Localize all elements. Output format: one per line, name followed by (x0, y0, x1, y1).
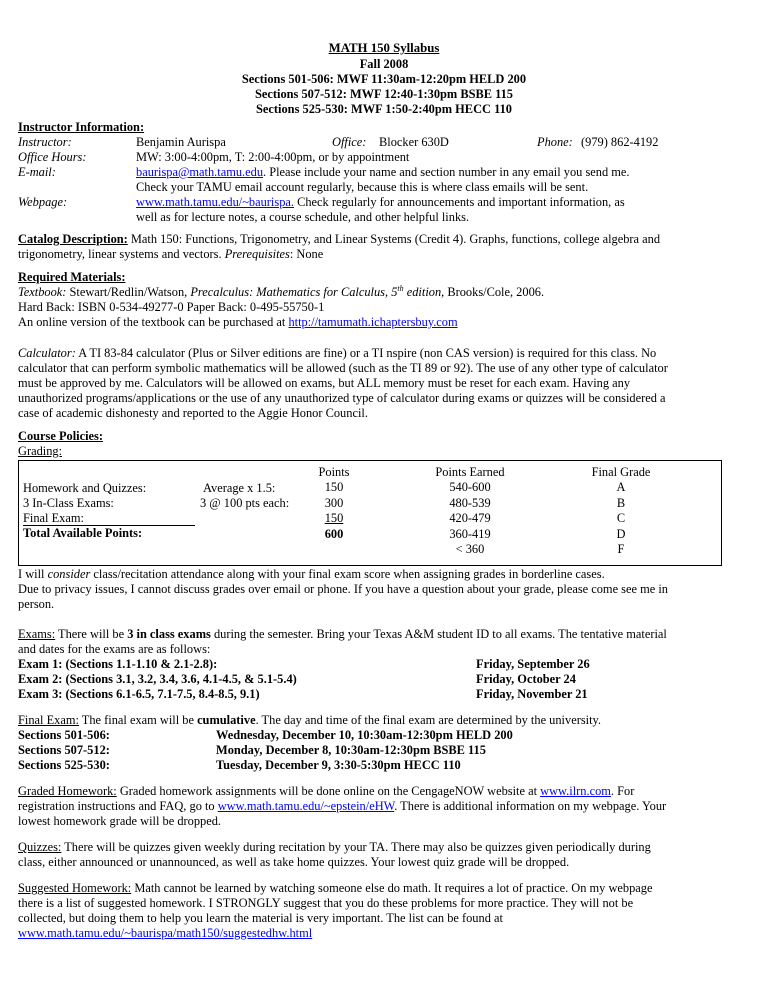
textbook-publisher: Brooks/Cole, 2006. (444, 285, 545, 299)
grade-item: Final Exam: (23, 511, 195, 526)
materials-heading: Required Materials: (18, 270, 126, 284)
graded-hw-text-3: registration instructions and FAQ, go to (18, 799, 218, 813)
suggested-hw-line-1 (18, 881, 653, 896)
privacy-line-2: person. (18, 597, 55, 611)
email-label: E-mail: (18, 165, 56, 179)
office-value: Blocker 630D (379, 135, 449, 149)
final-grade: C (616, 511, 626, 526)
phone-value: (979) 862-4192 (581, 135, 659, 149)
calculator-line-1 (18, 346, 656, 361)
grading-table (18, 460, 722, 566)
textbook-line (18, 285, 544, 300)
email-note-2: Check your TAMU email account regularly, because this is where class emails will be sent. (136, 180, 589, 194)
suggested-hw-line-4 (18, 926, 312, 941)
catalog-line-2 (18, 247, 323, 262)
exam-name: Exam 3: (Sections 6.1-6.5, 7.1-7.5, 8.4-8.5, 9.1) (18, 687, 260, 701)
exam-name: Exam 2: (Sections 3.1, 3.2, 3.4, 3.6, 4.1-4.5, & 5.1-5.4) (18, 672, 297, 686)
grading-label: Grading: (18, 444, 63, 458)
webpage-link[interactable]: www.math.tamu.edu/~baurispa. (136, 195, 294, 209)
prereq-value: : None (289, 247, 324, 261)
final-grade-header: Final Grade (591, 465, 651, 479)
instructor-name: Benjamin Aurispa (136, 135, 226, 149)
privacy-line: Due to privacy issues, I cannot discuss grades over email or phone. If you have a question about your grade, please come see me in (18, 582, 668, 596)
office-hours-value: MW: 3:00-4:00pm, T: 2:00-4:00pm, or by appointment (136, 150, 410, 164)
policies-heading: Course Policies: (18, 429, 103, 443)
online-text: An online version of the textbook can be purchased at (18, 315, 289, 329)
final-section: Sections 507-512: (18, 743, 110, 757)
earned-header: Points Earned (435, 465, 505, 479)
final-exam-cumulative: cumulative (197, 713, 256, 727)
catalog-text: Math 150: Functions, Trigonometry, and Linear Systems (Credit 4). Graphs, functions, college algebra and (127, 232, 661, 246)
suggested-hw-label: Suggested Homework: (18, 881, 132, 895)
email-link[interactable]: baurispa@math.tamu.edu (136, 165, 264, 179)
grade-item: Homework and Quizzes: (23, 481, 147, 495)
points-column (311, 465, 357, 542)
email-line (136, 165, 630, 180)
webpage-label: Webpage: (18, 195, 68, 209)
textbook-label: Textbook: (18, 285, 67, 299)
webpage-note: Check regularly for announcements and important information, as (294, 195, 625, 209)
points-value: 300 (324, 495, 344, 510)
webpage-note-2: well as for lecture notes, a course schedule, and other helpful links. (136, 210, 470, 224)
borderline-prefix: I will (18, 567, 48, 581)
section-schedule: Sections 507-512: MWF 12:40-1:30pm BSBE 115 (254, 87, 514, 101)
section-schedule: Sections 501-506: MWF 11:30am-12:20pm HELD 200 (241, 72, 527, 86)
calculator-line: case of academic dishonesty and reported to the Aggie Honor Council. (18, 406, 368, 420)
online-textbook-link[interactable]: http://tamumath.ichaptersbuy.com (288, 315, 458, 329)
instructor-heading: Instructor Information: (18, 120, 145, 134)
exams-text-2: during the semester. Bring your Texas A&M student ID to all exams. The tentative material (210, 627, 667, 641)
webpage-line (136, 195, 625, 210)
page-title: MATH 150 Syllabus (328, 41, 440, 55)
final-time: Monday, December 8, 10:30am-12:30pm BSBE 115 (216, 743, 486, 757)
graded-hw-text-4: . There is additional information on my webpage. Your (394, 799, 667, 813)
earned-range: 540-600 (449, 480, 491, 495)
earned-range: 480-539 (449, 495, 491, 510)
section-schedule: Sections 525-530: MWF 1:50-2:40pm HECC 110 (256, 102, 512, 116)
phone-label: Phone: (537, 135, 573, 149)
email-note: . Please include your name and section number in any email you send me. (263, 165, 630, 179)
graded-hw-label: Graded Homework: (18, 784, 117, 798)
grade-item: 3 In-Class Exams: (23, 496, 114, 510)
textbook-authors: Stewart/Redlin/Watson, (66, 285, 191, 299)
suggested-hw-line-2: there is a list of suggested homework. I STRONGLY suggest that you do these problems for more practice. They will not be (18, 896, 634, 910)
final-exam-text: The final exam will be (78, 713, 198, 727)
textbook-sup: th (397, 283, 404, 293)
textbook-title: Precalculus: Mathematics for Calculus, 5 (190, 285, 398, 299)
exams-label: Exams: (18, 627, 56, 641)
final-grade: F (617, 541, 625, 556)
final-exam-text-2: . The day and time of the final exam are determined by the university. (255, 713, 602, 727)
graded-hw-text: Graded homework assignments will be done online on the CengageNOW website at (116, 784, 541, 798)
points-total: 600 (324, 526, 344, 541)
catalog-label: Catalog Description: (18, 232, 128, 246)
calculator-line: calculator that can perform symbolic mathematics will be allowed (such as the TI 89 or 92). The use of any other type of calculator (18, 361, 668, 375)
exam-name: Exam 1: (Sections 1.1-1.10 & 2.1-2.8): (18, 657, 218, 671)
final-grade: A (616, 480, 626, 495)
earned-range: < 360 (455, 541, 485, 556)
prereq-label: Prerequisites (224, 247, 290, 261)
suggested-hw-link[interactable]: www.math.tamu.edu/~baurispa/math150/suggestedhw.html (18, 926, 313, 940)
instructor-label: Instructor: (18, 135, 72, 149)
isbn-line: Hard Back: ISBN 0-534-49277-0 Paper Back: 0-495-55750-1 (18, 300, 325, 314)
calculator-text: A TI 83-84 calculator (Plus or Silver editions are fine) or a TI nspire (non CAS version) is required for this class. No (75, 346, 657, 360)
exams-line-2: and dates for the exams are as follows: (18, 642, 211, 656)
earned-range: 360-419 (449, 526, 491, 541)
exam-date: Friday, November 21 (476, 687, 588, 701)
catalog-line-1 (18, 232, 660, 247)
graded-hw-line-1 (18, 784, 634, 799)
points-value: 150 (324, 480, 344, 495)
final-section: Sections 525-530: (18, 758, 110, 772)
suggested-hw-line-3: collected, but doing them to help you learn the material is very important. The list can be found at (18, 911, 503, 925)
final-time: Tuesday, December 9, 3:30-5:30pm HECC 110 (216, 758, 461, 772)
grade-item-total: Total Available Points: (23, 526, 143, 540)
office-label: Office: (332, 135, 367, 149)
borderline-line (18, 567, 605, 582)
quizzes-line-2: class, either announced or unannounced, as well as take home quizzes. Your lowest quiz grade will be dropped. (18, 855, 570, 869)
exam-date: Friday, September 26 (476, 657, 590, 671)
final-time: Wednesday, December 10, 10:30am-12:30pm HELD 200 (216, 728, 513, 742)
textbook-edition: edition, (403, 285, 445, 299)
graded-hw-line-3: lowest homework grade will be dropped. (18, 814, 222, 828)
suggested-hw-text: Math cannot be learned by watching someone else do math. It requires a lot of practice. On my webpage (131, 881, 653, 895)
quizzes-line-1 (18, 840, 651, 855)
grade-note: 3 @ 100 pts each: (200, 496, 290, 510)
exams-count: 3 in class exams (127, 627, 211, 641)
calculator-line: must be approved by me. Calculators will be allowed on exams, but ALL memory must be reset for each exam. Having any (18, 376, 631, 390)
points-value: 150 (324, 511, 344, 526)
graded-hw-text-2: . For (610, 784, 635, 798)
final-grade: B (616, 495, 626, 510)
exam-date: Friday, October 24 (476, 672, 576, 686)
earned-range: 420-479 (449, 511, 491, 526)
exams-text: There will be (55, 627, 128, 641)
borderline-text: along with your final exam score when assigning grades in borderline cases. (226, 567, 605, 581)
quizzes-label: Quizzes: (18, 840, 62, 854)
ilrn-link[interactable]: www.ilrn.com (540, 784, 611, 798)
final-section: Sections 501-506: (18, 728, 110, 742)
points-earned-column (415, 465, 525, 557)
exams-line-1 (18, 627, 667, 642)
points-header: Points (318, 465, 350, 479)
graded-hw-line-2 (18, 799, 666, 814)
ehw-link[interactable]: www.math.tamu.edu/~epstein/eHW (217, 799, 395, 813)
final-exam-line (18, 713, 601, 728)
final-grade-column (576, 465, 666, 557)
borderline-consider: consider (47, 567, 91, 581)
quizzes-text: There will be quizzes given weekly during recitation by your TA. There may also be quizzes given periodically during (61, 840, 651, 854)
online-line (18, 315, 458, 330)
calculator-line: unauthorized programs/applications or the use of any unauthorized type of calculator during exams or quizzes will be considered a (18, 391, 666, 405)
term: Fall 2008 (359, 57, 409, 71)
office-hours-label: Office Hours: (18, 150, 87, 164)
catalog-text-2: trigonometry, linear systems and vectors. (18, 247, 225, 261)
borderline-mid: class/recitation attendance (90, 567, 227, 581)
calculator-label: Calculator: (18, 346, 76, 360)
grade-note: Average x 1.5: (203, 481, 276, 495)
final-grade: D (616, 526, 626, 541)
final-exam-label: Final Exam: (18, 713, 79, 727)
